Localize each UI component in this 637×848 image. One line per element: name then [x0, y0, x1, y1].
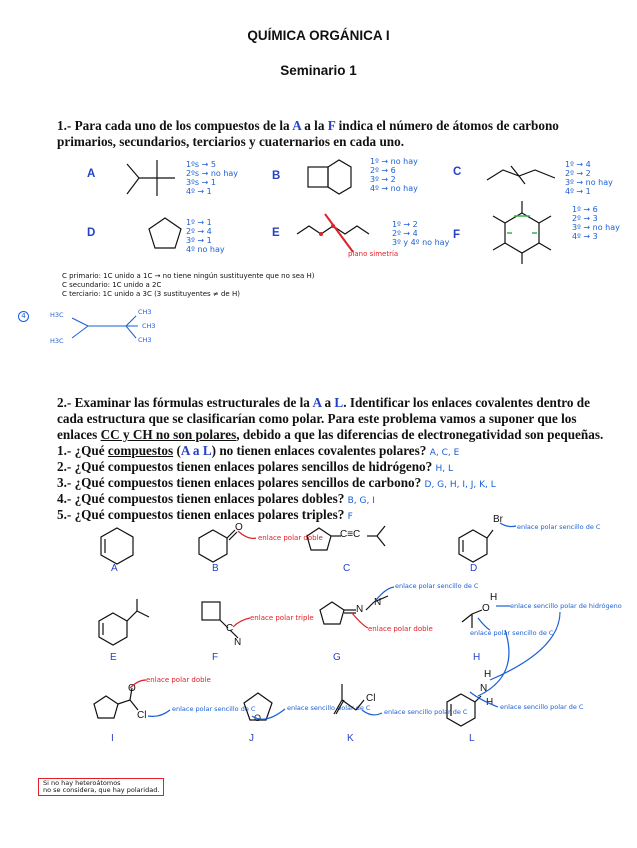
- extra-number: 4: [18, 311, 29, 322]
- note-2i-1: enlace polar doble: [146, 676, 211, 684]
- structure-label-c: C: [343, 563, 351, 574]
- note-2g-2: enlace polar doble: [368, 625, 433, 633]
- note-2h-1: enlace sencillo polar de hidrógeno: [510, 602, 622, 610]
- footer-note-line: no se considera, que hay polaridad.: [43, 786, 160, 794]
- subquestion-2: 2.- ¿Qué compuestos tienen enlaces polares sencillos de hidrógeno? H, L: [57, 459, 454, 474]
- page-title: QUÍMICA ORGÁNICA I: [247, 28, 390, 43]
- atom-n: N: [234, 637, 242, 648]
- structure-label-h: H: [473, 652, 481, 663]
- subquestion-4: 4.- ¿Qué compuestos tienen enlaces polares dobles? B, G, I: [57, 491, 375, 506]
- atom-br: Br: [493, 514, 503, 525]
- notes-c: 1º → 4 2º → 2 3º → no hay 4º → 1: [565, 160, 613, 196]
- extra-group: H3C: [50, 311, 64, 319]
- atom-n1: N: [356, 604, 364, 615]
- footer-note-line: Si no hay heteroátomos: [43, 779, 121, 787]
- q2-statement: 2.- Examinar las fórmulas estructurales de la A a L. Identificar los enlaces covalentes dentro de cada estructura que se clasificarían como polar. Para este problema vamos a suponer que los enlaces CC y CH no son polares, debido a que las diferencias de electronegatividad son pequeñas.: [57, 395, 604, 442]
- notes-a: 1ºs → 5 2ºs → no hay 3ºs → 1 4º → 1: [186, 160, 239, 196]
- atom-cl-i: Cl: [137, 710, 147, 721]
- structure-label-f: F: [212, 652, 219, 663]
- extra-group: CH3: [138, 336, 152, 344]
- q1-statement: 1.- Para cada uno de los compuestos de la A a la F indica el número de átomos de carbono primarios, secundarios, terciarios y cuaternarios en cada uno.: [57, 118, 559, 149]
- notes-f: 1º → 6 2º → 3 3º → no hay 4º → 3: [572, 205, 620, 241]
- compound-label-b: B: [272, 170, 281, 182]
- page-subtitle: Seminario 1: [280, 63, 357, 78]
- compound-label-f: F: [453, 229, 461, 241]
- atom-o: O: [482, 603, 490, 614]
- note-2i-2: enlace polar sencillo de C: [172, 705, 256, 713]
- footer-note-box: [38, 778, 164, 796]
- compound-label-e: E: [272, 227, 280, 239]
- subquestion-5: 5.- ¿Qué compuestos tienen enlaces polares triples? F: [57, 507, 353, 522]
- compound-label-c: C: [453, 166, 462, 178]
- structure-label-a: A: [111, 563, 118, 574]
- structure-label-b: B: [212, 563, 219, 574]
- note-2l: enlace sencillo polar de C: [500, 703, 584, 711]
- structure-label-k: K: [347, 733, 354, 744]
- subquestion-1: 1.- ¿Qué compuestos (A a L) no tienen enlaces covalentes polares? A, C, E: [57, 443, 460, 458]
- alkyne-text: C≡C: [340, 529, 361, 540]
- notes-d: 1º → 1 2º → 4 3º → 1 4º no hay: [186, 218, 225, 254]
- note-2f: enlace polar triple: [250, 614, 314, 622]
- extra-group: H3C: [50, 337, 64, 345]
- note-2k: enlace sencillo polar de C: [384, 708, 468, 716]
- symmetry-plane-note: plano simetría: [348, 250, 399, 258]
- svg-text:O: O: [235, 522, 243, 533]
- atom-n-l: N: [480, 683, 488, 694]
- atom-o-i: O: [128, 683, 136, 694]
- atom-cl-k: Cl: [366, 693, 376, 704]
- compound-label-a: A: [87, 168, 96, 180]
- note-2b: enlace polar doble: [258, 534, 323, 542]
- atom-c: C: [226, 623, 234, 634]
- note-2h-2: enlace polar sencillo de C: [470, 629, 554, 637]
- structure-label-g: G: [333, 652, 341, 663]
- note-2d: enlace polar sencillo de C: [517, 523, 601, 531]
- note-2j: enlace sencillo polar de C: [287, 704, 371, 712]
- compound-label-d: D: [87, 227, 96, 239]
- subquestion-3: 3.- ¿Qué compuestos tienen enlaces polares sencillos de carbono? D, G, H, I, J, K, L: [57, 475, 496, 490]
- notes-e: 1º → 2 2º → 4 3º y 4º no hay: [392, 220, 450, 247]
- note-2g-1: enlace polar sencillo de C: [395, 582, 479, 590]
- extra-group: CH3: [142, 322, 156, 330]
- structure-label-e: E: [110, 652, 117, 663]
- structure-label-i: I: [111, 733, 114, 744]
- atom-o-j: O: [254, 713, 262, 723]
- notes-b: 1º → no hay 2º → 6 3º → 2 4º → no hay: [370, 157, 418, 193]
- atom-h-l1: H: [484, 669, 492, 680]
- structure-label-l: L: [469, 733, 475, 744]
- atom-h: H: [490, 592, 498, 603]
- extra-group: CH3: [138, 308, 152, 316]
- carbon-definitions: C primario: 1C unido a 1C → no tiene ningún sustituyente que no sea H) C secundario: 1C unido a 2C C terciario: 1C unido a 3C (3 sustituyentes ≠ de H): [62, 272, 315, 298]
- atom-n2: N: [374, 597, 382, 608]
- structure-label-d: D: [470, 563, 478, 574]
- structure-label-j: J: [249, 733, 254, 744]
- atom-h-l2: H: [486, 697, 494, 708]
